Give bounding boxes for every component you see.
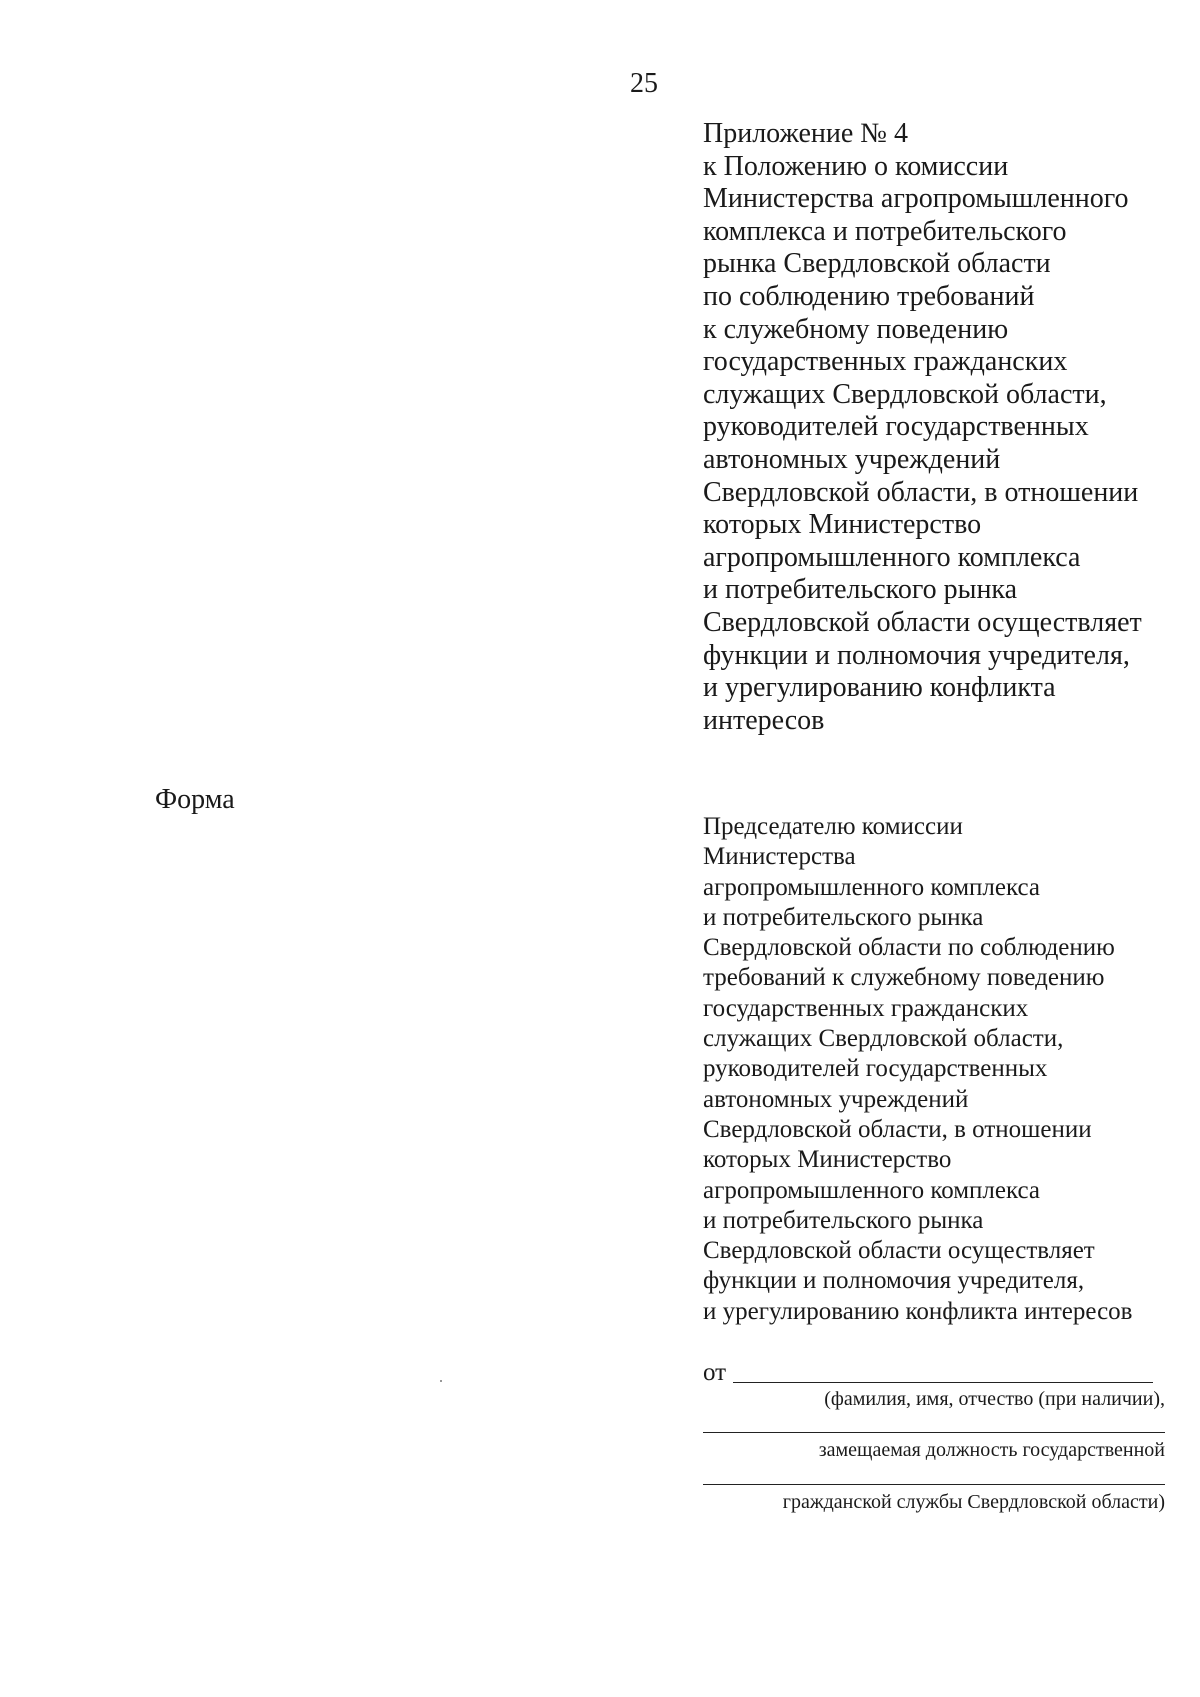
appendix-line: рынка Свердловской области bbox=[703, 248, 1051, 280]
addressee-line: агропромышленного комплекса bbox=[703, 873, 1041, 901]
position-blank-line[interactable] bbox=[703, 1432, 1165, 1433]
addressee-line: и потребительского рынка bbox=[703, 1206, 984, 1234]
appendix-line: комплекса и потребительского bbox=[703, 215, 1067, 247]
appendix-line: интересов bbox=[703, 704, 825, 736]
appendix-header bbox=[703, 118, 1183, 737]
appendix-line: руководителей государственных bbox=[703, 411, 1089, 443]
addressee-line: функции и полномочия учредителя, bbox=[703, 1267, 1085, 1295]
form-label: Форма bbox=[155, 784, 235, 815]
position-caption: замещаемая должность государственной bbox=[818, 1439, 1165, 1461]
appendix-line: к Положению о комиссии bbox=[703, 150, 1009, 182]
addressee-line: служащих Свердловской области, bbox=[703, 1025, 1064, 1053]
appendix-line: агропромышленного комплекса bbox=[703, 541, 1081, 573]
addressee-line: руководителей государственных bbox=[703, 1055, 1048, 1083]
name-blank-line[interactable] bbox=[733, 1382, 1153, 1383]
addressee-line: и потребительского рынка bbox=[703, 903, 984, 931]
appendix-line: функции и полномочия учредителя, bbox=[703, 639, 1130, 671]
addressee-line: Министерства bbox=[703, 843, 856, 871]
page-number: 25 bbox=[630, 68, 658, 99]
addressee-line: Свердловской области осуществляет bbox=[703, 1237, 1095, 1265]
addressee-line: которых Министерство bbox=[703, 1146, 952, 1174]
appendix-line: Приложение № 4 bbox=[703, 118, 908, 149]
name-caption: (фамилия, имя, отчество (при наличии), bbox=[824, 1388, 1165, 1410]
appendix-line: служащих Свердловской области, bbox=[703, 378, 1107, 410]
appendix-line: автономных учреждений bbox=[703, 443, 1001, 475]
addressee-line: и урегулированию конфликта интересов bbox=[703, 1297, 1133, 1325]
appendix-line: и потребительского рынка bbox=[703, 574, 1018, 606]
service-blank-line[interactable] bbox=[703, 1484, 1165, 1485]
appendix-line: к служебному поведению bbox=[703, 313, 1009, 345]
addressee-line: Свердловской области, в отношении bbox=[703, 1115, 1092, 1143]
from-field[interactable] bbox=[703, 1358, 1165, 1388]
addressee-line: Председателю комиссии bbox=[703, 813, 963, 840]
addressee-line: агропромышленного комплекса bbox=[703, 1176, 1041, 1204]
addressee-line: автономных учреждений bbox=[703, 1085, 969, 1113]
addressee-line: государственных гражданских bbox=[703, 994, 1029, 1022]
addressee-line: требований к служебному поведению bbox=[703, 964, 1105, 992]
appendix-line: которых Министерство bbox=[703, 509, 982, 541]
addressee-line: Свердловской области по соблюдению bbox=[703, 934, 1115, 962]
service-caption: гражданской службы Свердловской области) bbox=[782, 1491, 1165, 1513]
appendix-line: и урегулированию конфликта bbox=[703, 672, 1056, 704]
appendix-line: по соблюдению требований bbox=[703, 280, 1035, 312]
appendix-line: Министерства агропромышленного bbox=[703, 183, 1129, 215]
from-label: от bbox=[703, 1359, 727, 1386]
appendix-line: Свердловской области, в отношении bbox=[703, 476, 1139, 508]
scan-speck bbox=[440, 1380, 442, 1382]
addressee-block bbox=[703, 812, 1183, 1327]
appendix-line: Свердловской области осуществляет bbox=[703, 606, 1142, 638]
appendix-line: государственных гражданских bbox=[703, 346, 1068, 378]
